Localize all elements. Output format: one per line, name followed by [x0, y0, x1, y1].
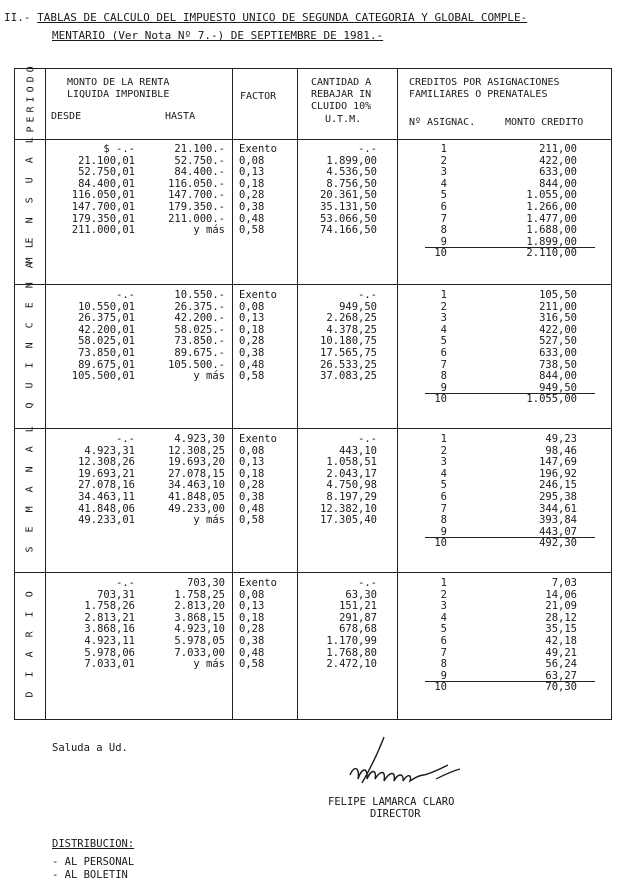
cell-asignac: 8	[440, 658, 447, 671]
cell-desde: 12.308,26	[78, 456, 135, 469]
cell-hasta: 1.758,25	[174, 588, 225, 601]
cell-monto-credito: 844,00	[539, 370, 577, 383]
signatory-role: DIRECTOR	[370, 808, 421, 820]
cell-cantidad: 2.268,25	[326, 312, 377, 325]
cell-factor: 0,38	[239, 635, 265, 647]
cell-cantidad: 151,21	[339, 600, 377, 613]
cell-monto-credito: 211,00	[539, 143, 577, 155]
document-title-line1	[4, 12, 527, 24]
cell-monto-credito: 28,12	[545, 611, 577, 624]
cell-hasta: 703,30	[187, 577, 225, 589]
cell-cantidad: -.-	[358, 289, 377, 301]
cell-factor: 0,08	[239, 588, 265, 601]
cell-monto-credito: 527,50	[539, 335, 577, 348]
cell-desde: 21.100,01	[78, 154, 135, 167]
cell-cantidad: 37.083,25	[320, 370, 377, 383]
cell-hasta: 58.025.-	[174, 323, 225, 336]
cell-desde: 2.813,21	[84, 611, 135, 624]
cell-cantidad: 4.378,25	[326, 323, 377, 336]
section-number: II.-	[4, 11, 31, 24]
distribution-item: - AL BOLETIN	[52, 869, 128, 881]
cell-cantidad: 1.170,99	[326, 635, 377, 647]
cell-cantidad: 2.043,17	[326, 467, 377, 480]
cell-monto-credito: 196,92	[539, 467, 577, 480]
cell-cantidad: 20.361,50	[320, 189, 377, 202]
cell-monto-credito: 738,50	[539, 358, 577, 371]
cell-factor: 0,13	[239, 312, 265, 325]
cell-asignac: 9	[440, 381, 447, 394]
cell-hasta: 34.463,10	[168, 479, 225, 492]
cell-cantidad: 2.472,10	[326, 658, 377, 671]
credit-underline	[425, 393, 595, 394]
cell-hasta: 116.050.-	[168, 177, 225, 190]
cell-factor: 0,13	[239, 600, 265, 613]
cell-factor: 0,58	[239, 370, 265, 383]
cell-cantidad: 12.382,10	[320, 502, 377, 515]
cell-cantidad: 291,87	[339, 611, 377, 624]
cell-desde: 34.463,11	[78, 491, 135, 503]
section-label: Q U I N C E N A L	[24, 237, 36, 408]
cell-factor: 0,58	[239, 224, 265, 237]
cell-factor: 0,08	[239, 300, 265, 313]
cell-desde: 4.923,11	[84, 635, 135, 647]
cell-monto-credito: 422,00	[539, 154, 577, 167]
cell-hasta: 4.923,30	[174, 433, 225, 445]
header-hasta: HASTA	[165, 111, 196, 122]
cell-asignac: 7	[440, 502, 447, 515]
cell-monto-credito: 633,00	[539, 166, 577, 179]
cell-cantidad: 678,68	[339, 623, 377, 636]
cell-factor: 0,38	[239, 347, 265, 359]
header-monto-line2: LIQUIDA IMPONIBLE	[67, 89, 170, 100]
cell-asignac: 2	[440, 154, 447, 167]
cell-asignac: 10	[434, 537, 447, 550]
cell-hasta: 12.308,25	[168, 444, 225, 457]
credit-underline	[425, 537, 595, 538]
cell-cantidad: 8.756,50	[326, 177, 377, 190]
cell-hasta: 2.813,20	[174, 600, 225, 613]
cell-factor: 0,48	[239, 212, 265, 225]
cell-factor: 0,28	[239, 623, 265, 636]
cell-hasta: 73.850.-	[174, 335, 225, 348]
credit-underline	[425, 681, 595, 682]
cell-asignac: 6	[440, 491, 447, 503]
cell-cantidad: -.-	[358, 143, 377, 155]
cell-monto-credito: 147,69	[539, 456, 577, 469]
cell-hasta: y más	[193, 370, 225, 383]
cell-desde: 42.200,01	[78, 323, 135, 336]
cell-cantidad: 17.305,40	[320, 514, 377, 527]
cell-cantidad: 17.565,75	[320, 347, 377, 359]
cell-monto-credito: 14,06	[545, 588, 577, 601]
cell-asignac: 2	[440, 444, 447, 457]
cell-hasta: 179.350.-	[168, 201, 225, 213]
cell-cantidad: -.-	[358, 433, 377, 445]
cell-factor: 0,08	[239, 444, 265, 457]
header-creditos-line2: FAMILIARES O PRENATALES	[409, 89, 548, 100]
cell-asignac: 4	[440, 177, 447, 190]
cell-monto-credito: 316,50	[539, 312, 577, 325]
cell-asignac: 6	[440, 635, 447, 647]
cell-asignac: 1	[440, 577, 447, 589]
section-label: M E N S U A L	[24, 132, 36, 263]
cell-cantidad: 53.066,50	[320, 212, 377, 225]
header-cantidad-line2: REBAJAR IN	[311, 89, 372, 100]
cell-hasta: 89.675.-	[174, 347, 225, 359]
cell-desde: -.-	[116, 289, 135, 301]
cell-monto-credito: 105,50	[539, 289, 577, 301]
cell-hasta: 27.078,15	[168, 467, 225, 480]
cell-desde: $ -.-	[103, 143, 135, 155]
cell-monto-credito: 1.899,00	[526, 235, 577, 248]
cell-hasta: 52.750.-	[174, 154, 225, 167]
header-cantidad-line3: CLUIDO 10%	[311, 101, 372, 112]
cell-cantidad: 4.536,50	[326, 166, 377, 179]
cell-asignac: 7	[440, 212, 447, 225]
cell-asignac: 7	[440, 646, 447, 659]
cell-desde: 105.500,01	[71, 370, 135, 383]
cell-asignac: 3	[440, 312, 447, 325]
cell-monto-credito: 1.055,00	[526, 189, 577, 202]
cell-asignac: 5	[440, 335, 447, 348]
cell-monto-credito: 443,07	[539, 525, 577, 538]
cell-hasta: 105.500.-	[168, 358, 225, 371]
cell-cantidad: 443,10	[339, 444, 377, 457]
cell-monto-credito: 393,84	[539, 514, 577, 527]
cell-monto-credito: 492,30	[539, 537, 577, 550]
cell-asignac: 8	[440, 224, 447, 237]
cell-asignac: 4	[440, 467, 447, 480]
cell-monto-credito: 949,50	[539, 381, 577, 394]
cell-cantidad: 74.166,50	[320, 224, 377, 237]
cell-desde: 27.078,16	[78, 479, 135, 492]
cell-desde: 4.923,31	[84, 444, 135, 457]
header-asignac: Nº ASIGNAC.	[409, 117, 476, 128]
cell-monto-credito: 1.266,00	[526, 201, 577, 213]
cell-asignac: 5	[440, 479, 447, 492]
cell-cantidad: 8.197,29	[326, 491, 377, 503]
cell-desde: 147.700,01	[71, 201, 135, 213]
section-divider	[15, 428, 611, 429]
cell-factor: 0,13	[239, 456, 265, 469]
cell-asignac: 8	[440, 370, 447, 383]
cell-asignac: 10	[434, 393, 447, 406]
cell-desde: 5.978,06	[84, 646, 135, 659]
cell-desde: 19.693,21	[78, 467, 135, 480]
title-text-line1: TABLAS DE CALCULO DEL IMPUESTO UNICO DE SEGUNDA CATEGORIA Y GLOBAL COMPLE-	[37, 11, 528, 24]
closing-greeting: Saluda a Ud.	[52, 742, 128, 754]
header-periodo: PERIODO	[25, 62, 37, 133]
cell-monto-credito: 211,00	[539, 300, 577, 313]
cell-hasta: 5.978,05	[174, 635, 225, 647]
cell-asignac: 6	[440, 201, 447, 213]
cell-hasta: 41.848,05	[168, 491, 225, 503]
section-divider	[15, 284, 611, 285]
header-desde: DESDE	[51, 111, 82, 122]
cell-asignac: 9	[440, 669, 447, 682]
cell-monto-credito: 70,30	[545, 681, 577, 694]
header-creditos-line1: CREDITOS POR ASIGNACIONES	[409, 77, 560, 88]
cell-hasta: 21.100.-	[174, 143, 225, 155]
cell-asignac: 10	[434, 681, 447, 694]
cell-hasta: 211.000.-	[168, 212, 225, 225]
cell-desde: 7.033,01	[84, 658, 135, 671]
cell-asignac: 4	[440, 611, 447, 624]
cell-asignac: 3	[440, 600, 447, 613]
cell-factor: Exento	[239, 143, 277, 155]
cell-factor: 0,38	[239, 201, 265, 213]
cell-asignac: 8	[440, 514, 447, 527]
cell-monto-credito: 21,09	[545, 600, 577, 613]
section-divider	[15, 572, 611, 573]
cell-asignac: 2	[440, 588, 447, 601]
cell-factor: 0,18	[239, 467, 265, 480]
cell-desde: 73.850,01	[78, 347, 135, 359]
cell-monto-credito: 344,61	[539, 502, 577, 515]
cell-cantidad: 63,30	[345, 588, 377, 601]
cell-factor: 0,28	[239, 479, 265, 492]
cell-factor: Exento	[239, 433, 277, 445]
cell-monto-credito: 42,18	[545, 635, 577, 647]
cell-hasta: 49.233,00	[168, 502, 225, 515]
cell-monto-credito: 844,00	[539, 177, 577, 190]
cell-cantidad: 949,50	[339, 300, 377, 313]
cell-asignac: 10	[434, 247, 447, 260]
tax-table	[14, 62, 612, 720]
cell-monto-credito: 633,00	[539, 347, 577, 359]
cell-cantidad: 1.899,00	[326, 154, 377, 167]
cell-monto-credito: 49,21	[545, 646, 577, 659]
cell-desde: 89.675,01	[78, 358, 135, 371]
cell-desde: 41.848,06	[78, 502, 135, 515]
cell-asignac: 7	[440, 358, 447, 371]
cell-asignac: 5	[440, 623, 447, 636]
cell-factor: 0,48	[239, 358, 265, 371]
cell-hasta: 4.923,10	[174, 623, 225, 636]
cell-factor: 0,28	[239, 189, 265, 202]
cell-hasta: y más	[193, 658, 225, 671]
cell-monto-credito: 49,23	[545, 433, 577, 445]
cell-monto-credito: 35,15	[545, 623, 577, 636]
cell-asignac: 1	[440, 143, 447, 155]
cell-hasta: y más	[193, 224, 225, 237]
cell-cantidad: 4.750,98	[326, 479, 377, 492]
header-monto-credito: MONTO CREDITO	[505, 117, 584, 128]
cell-monto-credito: 56,24	[545, 658, 577, 671]
cell-monto-credito: 295,38	[539, 491, 577, 503]
cell-desde: -.-	[116, 433, 135, 445]
cell-desde: 52.750,01	[78, 166, 135, 179]
cell-cantidad: 1.058,51	[326, 456, 377, 469]
cell-desde: 84.400,01	[78, 177, 135, 190]
credit-underline	[425, 247, 595, 248]
cell-monto-credito: 2.110,00	[526, 247, 577, 260]
cell-factor: 0,18	[239, 323, 265, 336]
cell-monto-credito: 7,03	[551, 577, 577, 589]
cell-monto-credito: 1.477,00	[526, 212, 577, 225]
cell-asignac: 9	[440, 525, 447, 538]
cell-factor: Exento	[239, 577, 277, 589]
header-factor: FACTOR	[240, 91, 277, 102]
cell-desde: 116.050,01	[71, 189, 135, 202]
cell-factor: 0,08	[239, 154, 265, 167]
document-title-line2: MENTARIO (Ver Nota Nº 7.-) DE SEPTIEMBRE DE 1981.-	[52, 29, 384, 42]
header-monto-line1: MONTO DE LA RENTA	[67, 77, 170, 88]
cell-factor: 0,48	[239, 502, 265, 515]
header-cantidad-line4: U.T.M.	[325, 114, 362, 125]
cell-cantidad: 35.131,50	[320, 201, 377, 213]
cell-monto-credito: 63,27	[545, 669, 577, 682]
cell-asignac: 1	[440, 289, 447, 301]
cell-factor: 0,58	[239, 514, 265, 527]
cell-desde: 211.000,01	[71, 224, 135, 237]
cell-cantidad: 10.180,75	[320, 335, 377, 348]
cell-asignac: 4	[440, 323, 447, 336]
cell-cantidad: -.-	[358, 577, 377, 589]
cell-hasta: 10.550.-	[174, 289, 225, 301]
cell-asignac: 3	[440, 166, 447, 179]
cell-factor: 0,48	[239, 646, 265, 659]
cell-hasta: 26.375.-	[174, 300, 225, 313]
cell-cantidad: 26.533,25	[320, 358, 377, 371]
cell-desde: 703,31	[97, 588, 135, 601]
section-label: S E M A N A L	[24, 421, 36, 552]
cell-desde: -.-	[116, 577, 135, 589]
signatory-name: FELIPE LAMARCA CLARO	[328, 796, 455, 808]
cell-desde: 58.025,01	[78, 335, 135, 348]
signature-image	[340, 735, 510, 795]
cell-asignac: 1	[440, 433, 447, 445]
cell-factor: 0,28	[239, 335, 265, 348]
distribution-item: - AL PERSONAL	[52, 856, 135, 868]
cell-hasta: 42.200.-	[174, 312, 225, 325]
cell-desde: 49.233,01	[78, 514, 135, 527]
cell-desde: 179.350,01	[71, 212, 135, 225]
cell-asignac: 6	[440, 347, 447, 359]
cell-hasta: y más	[193, 514, 225, 527]
cell-desde: 10.550,01	[78, 300, 135, 313]
cell-factor: 0,13	[239, 166, 265, 179]
section-label: D I A R I O	[24, 587, 36, 698]
cell-hasta: 84.400.-	[174, 166, 225, 179]
cell-asignac: 2	[440, 300, 447, 313]
cell-factor: 0,38	[239, 491, 265, 503]
cell-asignac: 9	[440, 235, 447, 248]
cell-hasta: 3.868,15	[174, 611, 225, 624]
cell-hasta: 147.700.-	[168, 189, 225, 202]
cell-monto-credito: 1.688,00	[526, 224, 577, 237]
cell-factor: 0,18	[239, 611, 265, 624]
cell-monto-credito: 246,15	[539, 479, 577, 492]
cell-desde: 26.375,01	[78, 312, 135, 325]
cell-desde: 1.758,26	[84, 600, 135, 613]
cell-desde: 3.868,16	[84, 623, 135, 636]
cell-factor: 0,18	[239, 177, 265, 190]
cell-cantidad: 1.768,80	[326, 646, 377, 659]
cell-monto-credito: 1.055,00	[526, 393, 577, 406]
cell-asignac: 5	[440, 189, 447, 202]
cell-hasta: 19.693,20	[168, 456, 225, 469]
cell-monto-credito: 422,00	[539, 323, 577, 336]
cell-monto-credito: 98,46	[545, 444, 577, 457]
cell-asignac: 3	[440, 456, 447, 469]
cell-factor: Exento	[239, 289, 277, 301]
cell-hasta: 7.033,00	[174, 646, 225, 659]
header-cantidad-line1: CANTIDAD A	[311, 77, 372, 88]
cell-factor: 0,58	[239, 658, 265, 671]
distribution-title: DISTRIBUCION:	[52, 838, 135, 850]
